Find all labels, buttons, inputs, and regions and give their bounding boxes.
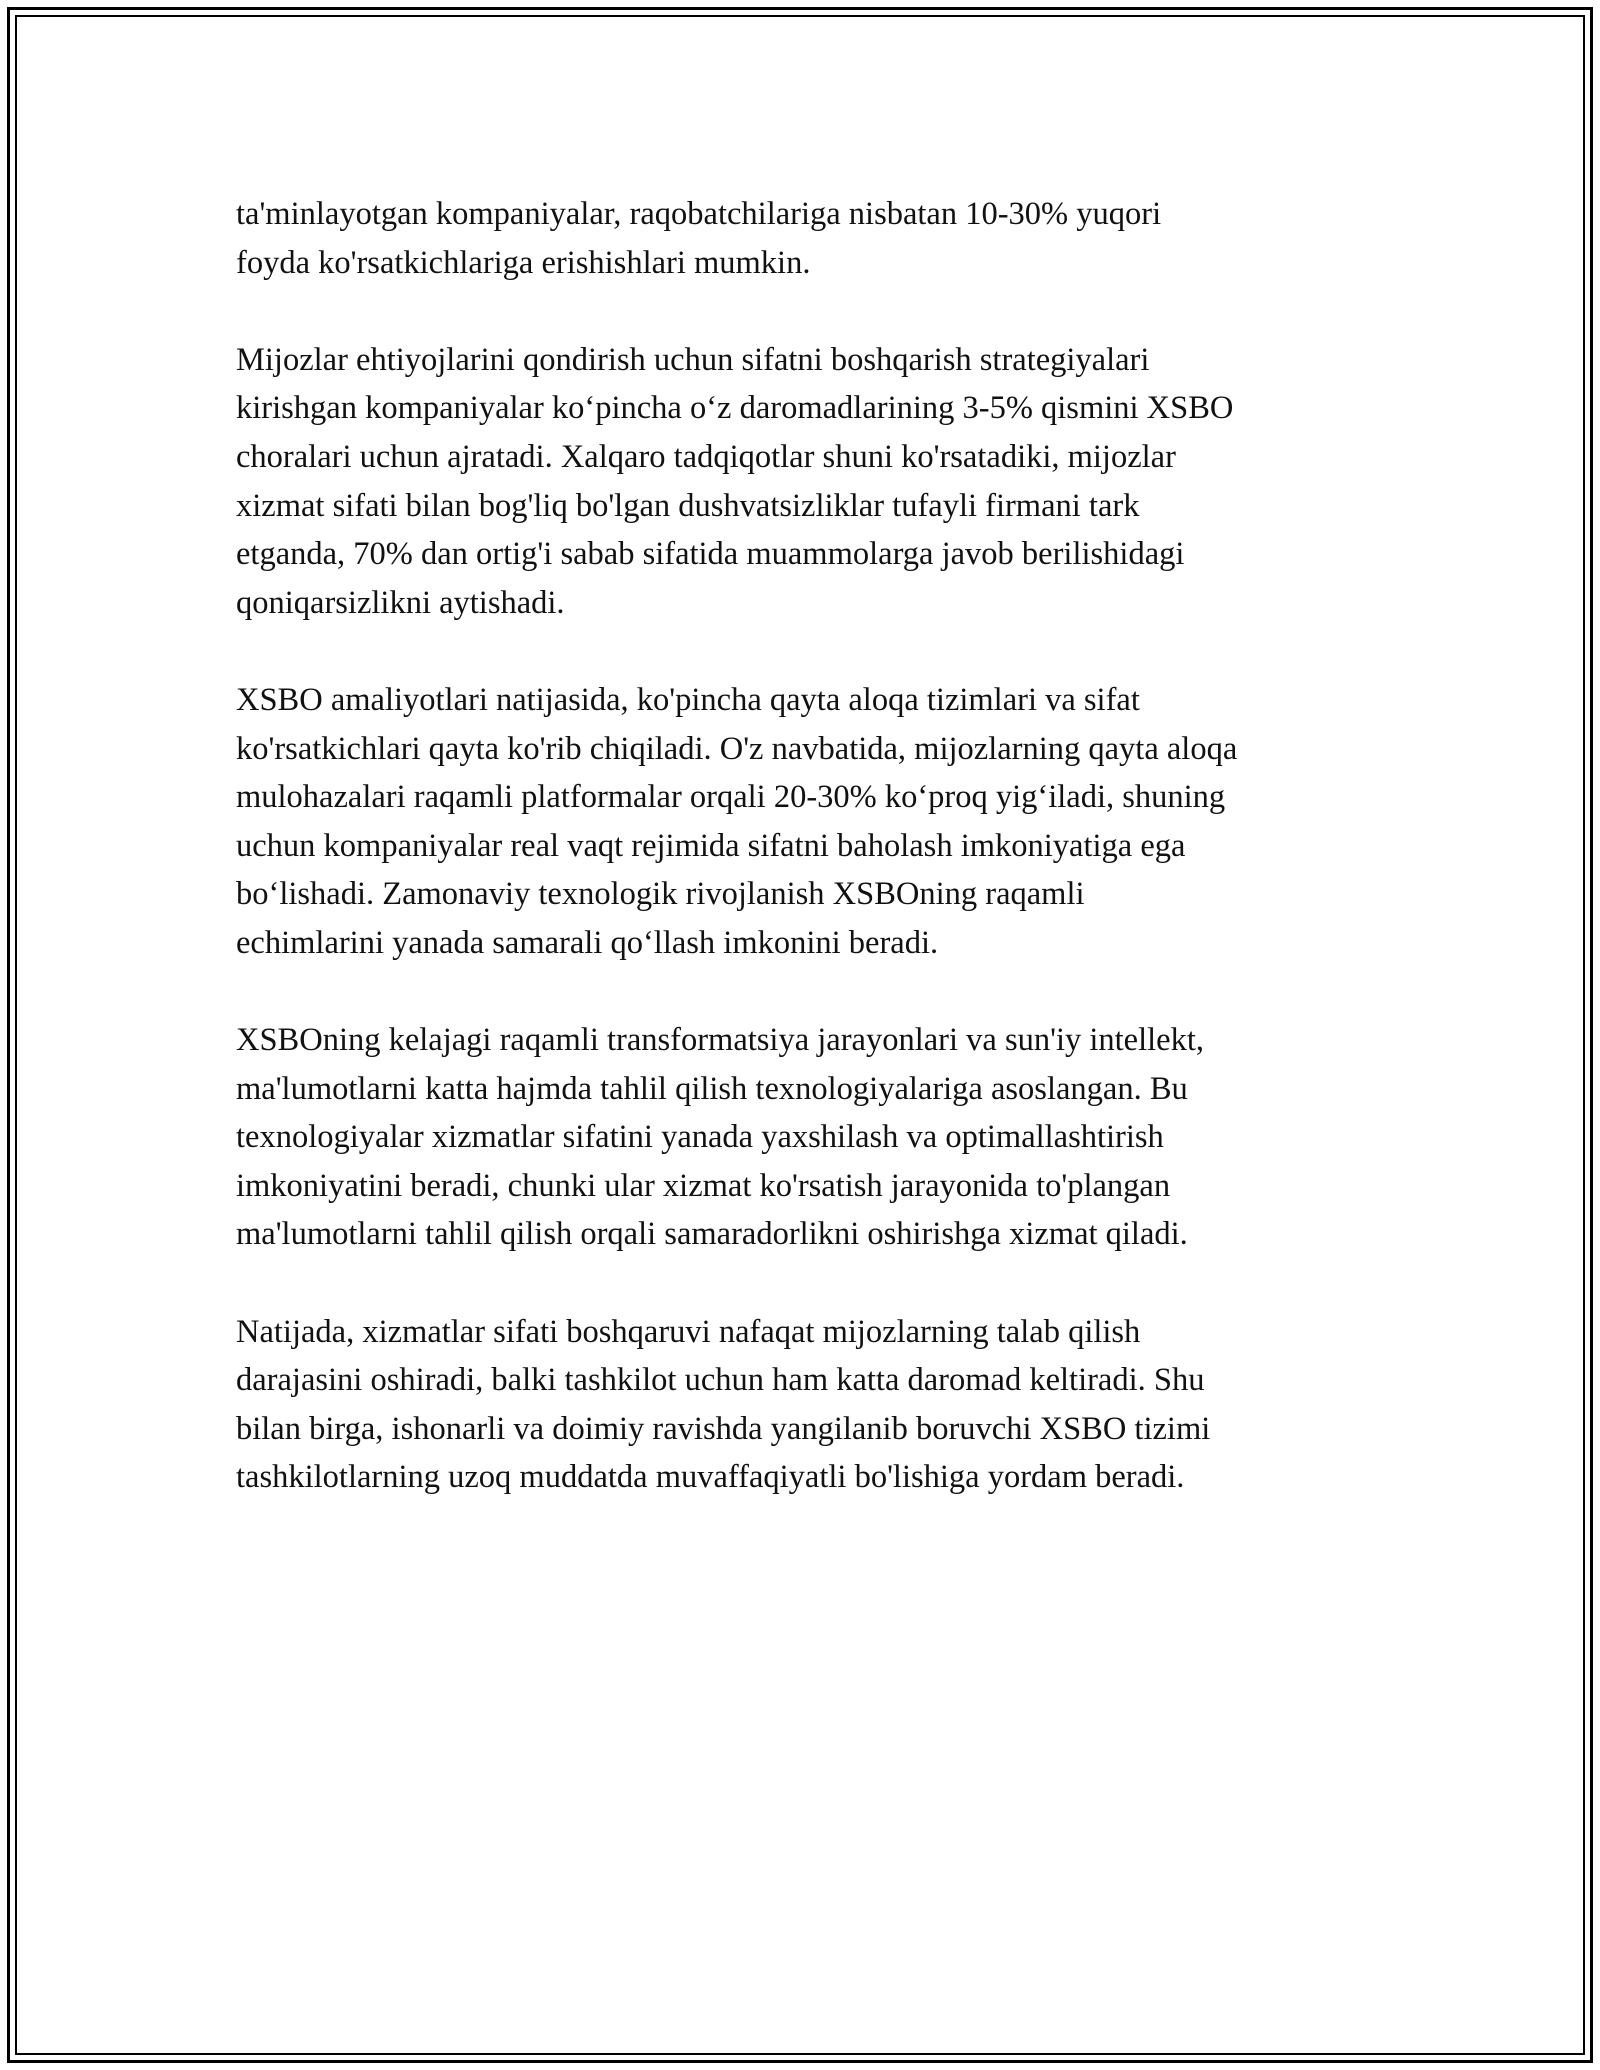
- paragraph-3: [236, 676, 1386, 968]
- text-line: qoniqarsizlikni aytishadi.: [236, 584, 565, 621]
- text-line: XSBOning kelajagi raqamli transformatsiya jarayonlari va sun'iy intellekt,: [236, 1022, 1204, 1059]
- text-line: tashkilotlarning uzoq muddatda muvaffaqiyatli bo'lishiga yordam beradi.: [236, 1459, 1185, 1496]
- document-body: [236, 190, 1386, 1551]
- text-line: etganda, 70% dan ortig'i sabab sifatida muammolarga javob berilishidagi: [236, 536, 1185, 573]
- text-line: echimlarini yanada samarali qo‘llash imkonini beradi.: [236, 924, 939, 961]
- text-line: XSBO amaliyotlari natijasida, ko'pincha qayta aloqa tizimlari va sifat: [236, 681, 1140, 718]
- text-line: mulohazalari raqamli platformalar orqali 20-30% ko‘proq yig‘iladi, shuning: [236, 779, 1226, 816]
- text-line: uchun kompaniyalar real vaqt rejimida sifatni baholash imkoniyatiga ega: [236, 827, 1186, 864]
- text-line: choralari uchun ajratadi. Xalqaro tadqiqotlar shuni ko'rsatadiki, mijozlar: [236, 438, 1176, 475]
- text-line: ma'lumotlarni tahlil qilish orqali samaradorlikni oshirishga xizmat qiladi.: [236, 1216, 1188, 1253]
- text-line: Mijozlar ehtiyojlarini qondirish uchun sifatni boshqarish strategiyalari: [236, 341, 1150, 378]
- text-line: ma'lumotlarni katta hajmda tahlil qilish texnologiyalariga asoslangan. Bu: [236, 1070, 1188, 1107]
- text-line: kirishgan kompaniyalar ko‘pincha o‘z daromadlarining 3-5% qismini XSBO: [236, 390, 1234, 427]
- paragraph-5: [236, 1308, 1386, 1502]
- text-line: ta'minlayotgan kompaniyalar, raqobatchilariga nisbatan 10-30% yuqori: [236, 196, 1162, 232]
- text-line: darajasini oshiradi, balki tashkilot uchun ham katta daromad keltiradi. Shu: [236, 1362, 1205, 1399]
- text-line: xizmat sifati bilan bog'liq bo'lgan dushvatsizliklar tufayli firmani tark: [236, 487, 1140, 524]
- text-line: Natijada, xizmatlar sifati boshqaruvi nafaqat mijozlarning talab qilish: [236, 1313, 1141, 1350]
- text-line: bo‘lishadi. Zamonaviy texnologik rivojlanish XSBOning raqamli: [236, 876, 1085, 913]
- paragraph-4: [236, 1016, 1386, 1259]
- paragraph-1: [236, 190, 1386, 287]
- text-line: imkoniyatini beradi, chunki ular xizmat ko'rsatish jarayonida to'plangan: [236, 1167, 1171, 1204]
- text-line: ko'rsatkichlari qayta ko'rib chiqiladi. O'z navbatida, mijozlarning qayta aloqa: [236, 730, 1238, 767]
- text-line: texnologiyalar xizmatlar sifatini yanada yaxshilash va optimallashtirish: [236, 1119, 1164, 1156]
- paragraph-2: [236, 336, 1386, 628]
- text-line: foyda ko'rsatkichlariga erishishlari mumkin.: [236, 244, 811, 281]
- text-line: bilan birga, ishonarli va doimiy ravishda yangilanib boruvchi XSBO tizimi: [236, 1410, 1211, 1447]
